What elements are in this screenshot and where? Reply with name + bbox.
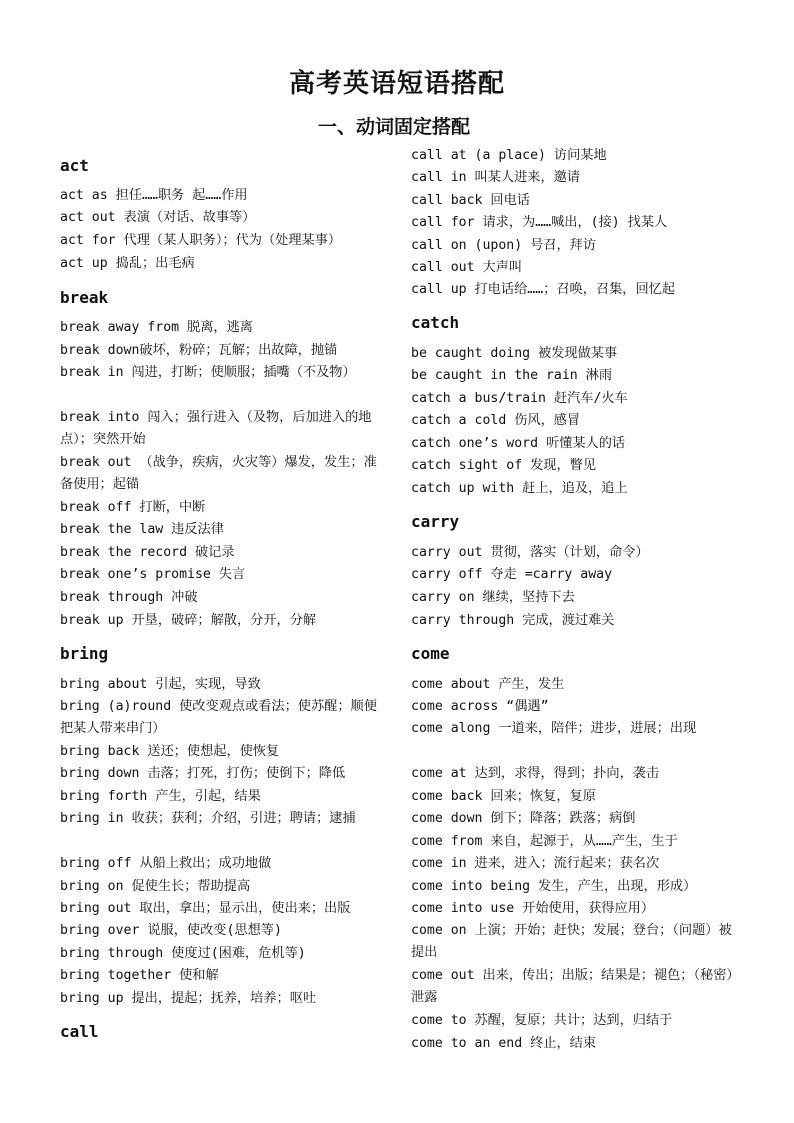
phrase-entry: bring over 说服，使改变(思想等) [60,923,282,938]
phrase-entry: catch sight of 发现，瞥见 [411,458,597,473]
phrase-entry: come about 产生，发生 [411,677,565,692]
phrase-entry: break one’s promise 失言 [60,567,246,582]
phrase-entry: carry off 夺走 =carry away [411,567,613,582]
phrase-entry: catch a bus/train 赶汽车/火车 [411,391,628,406]
phrase-entry: bring in 收获；获利；介绍，引进；聘请；逮捕 [60,811,356,826]
phrase-entry: catch one’s word 听懂某人的话 [411,436,626,451]
phrase-entry: break the record 破记录 [60,545,235,560]
section-heading-come: come [411,644,450,663]
phrase-entry: act for 代理（某人职务）；代为（处理某事） [60,233,342,248]
phrase-entry: break in 闯进，打断；使顺服；插嘴（不及物） [60,365,356,380]
section-heading-bring: bring [60,644,109,663]
phrase-entry: bring back 送还；使想起，使恢复 [60,744,280,759]
phrase-entry: call on (upon) 号召，拜访 [411,238,597,253]
phrase-entry: come along 一道来，陪伴；进步，进展；出现 [411,721,697,736]
phrase-entry: come into being 发生，产生，出现，形成） [411,879,697,894]
phrase-entry: come in 进来，进入；流行起来；获名次 [411,856,660,871]
phrase-entry: come to 苏醒，复原；共计；达到，归结于 [411,1013,673,1028]
section-heading-carry: carry [411,512,460,531]
phrase-entry: call for 请求，为……喊出，(接) 找某人 [411,215,668,230]
phrase-entry: carry out 贯彻，落实（计划，命令） [411,545,649,560]
phrase-entry: come on 上演；开始；赶快；发展；登台；（问题）被提出 [411,923,732,961]
phrase-entry: break the law 违反法律 [60,522,224,537]
phrase-entry: act out 表演（对话、故事等） [60,210,256,225]
phrase-entry: break through 冲破 [60,590,198,605]
phrase-entry: come across “偶遇” [411,699,549,714]
phrase-entry: bring through 使度过(困难，危机等) [60,946,306,961]
page-title: 高考英语短语搭配 [288,69,505,99]
phrase-entry: break into 闯入；强行进入（及物，后加进入的地点）；突然开始 [60,410,372,448]
phrase-entry: be caught doing 被发现做某事 [411,346,618,361]
phrase-entry: break away from 脱离，逃离 [60,320,253,335]
phrase-entry: come at 达到，求得，得到；扑向，袭击 [411,766,660,781]
phrase-entry: call out 大声叫 [411,260,523,275]
phrase-entry: bring on 促使生长；帮助提高 [60,879,251,894]
phrase-entry: carry on 继续，坚持下去 [411,590,575,605]
phrase-entry: bring off 从船上救出；成功地做 [60,856,272,871]
phrase-entry: come out 出来，传出；出版；结果是；褪色；（秘密）泄露 [411,968,734,1006]
phrase-entry: carry through 完成，渡过难关 [411,613,615,628]
phrase-entry: come to an end 终止，结束 [411,1036,597,1051]
phrase-entry: act up 捣乱；出毛病 [60,256,195,271]
phrase-entry: break up 开垦，破碎；解散，分开，分解 [60,613,317,628]
phrase-entry: call back 回电话 [411,193,530,208]
phrase-entry: break down破坏，粉碎；瓦解；出故障，抛锚 [60,343,338,358]
phrase-entry: come down 倒下；降落；跌落；病倒 [411,811,636,826]
phrase-entry: bring together 使和解 [60,968,219,983]
section-heading-call: call [60,1022,99,1041]
phrase-entry: be caught in the rain 淋雨 [411,368,613,383]
phrase-entry: break out （战争，疾病，火灾等）爆发，发生；准备使用；起锚 [60,455,377,493]
phrase-entry: break off 打断，中断 [60,500,206,515]
phrase-entry: bring about 引起，实现，导致 [60,677,261,692]
phrase-entry: bring (a)round 使改变观点或看法；使苏醒；顺便把某人带来串门） [60,699,377,737]
phrase-entry: bring up 提出，提起；抚养，培养；呕吐 [60,991,317,1006]
phrase-entry: call in 叫某人进来，邀请 [411,170,581,185]
phrase-entry: come into use 开始使用，获得应用） [411,901,655,916]
phrase-entry: bring out 取出，拿出；显示出，使出来；出版 [60,901,351,916]
phrase-entry: catch a cold 伤风，感冒 [411,413,581,428]
phrase-entry: catch up with 赶上，追及，追上 [411,481,628,496]
section-subtitle: 一、动词固定搭配 [318,116,471,138]
section-heading-act: act [60,156,89,175]
phrase-entry: come back 回来；恢复，复原 [411,789,596,804]
section-heading-catch: catch [411,313,460,332]
phrase-entry: call up 打电话给……；召唤，召集，回忆起 [411,282,676,297]
section-heading-break: break [60,288,109,307]
phrase-entry: call at (a place) 访问某地 [411,148,607,163]
phrase-entry: bring down 击落；打死，打伤；使倒下；降低 [60,766,346,781]
phrase-entry: come from 来自，起源于，从……产生，生于 [411,834,678,849]
phrase-entry: act as 担任……职务 起……作用 [60,188,248,203]
phrase-entry: bring forth 产生，引起，结果 [60,789,261,804]
